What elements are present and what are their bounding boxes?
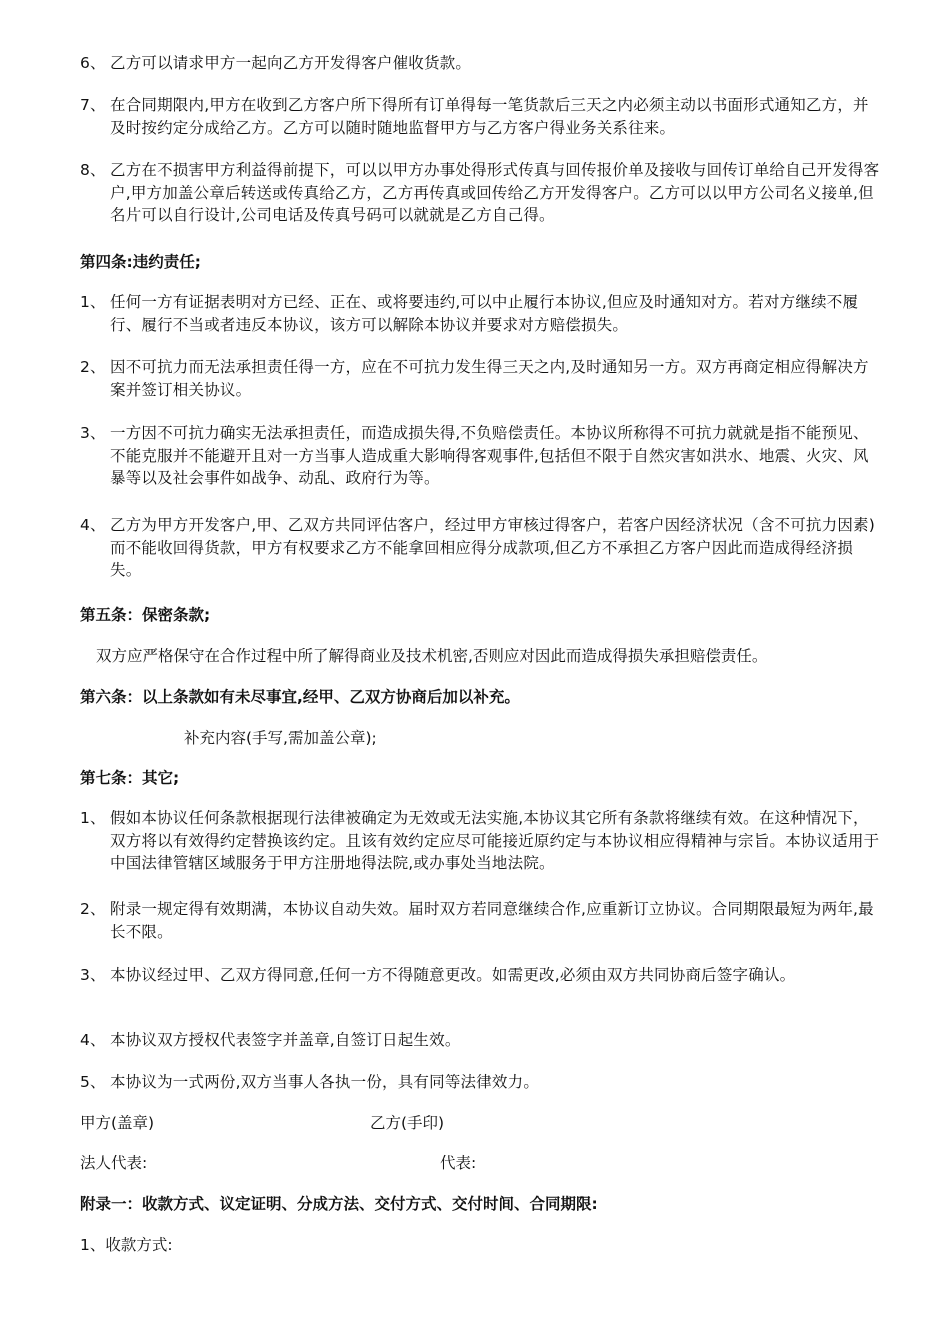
representative: 代表: — [440, 1154, 477, 1172]
clause-number: 5、 — [80, 1073, 106, 1091]
clause-number: 1、 — [80, 809, 106, 827]
clause-number: 3、 — [80, 424, 106, 442]
clause-number: 3、 — [80, 966, 106, 984]
clause-number: 7、 — [80, 96, 106, 114]
section-7-heading: 第七条：其它; — [80, 769, 180, 787]
clause-number: 4、 — [80, 516, 106, 534]
clause-number: 2、 — [80, 900, 106, 918]
clause-text: 附录一规定得有效期满，本协议自动失效。届时双方若同意继续合作,应重新订立协议。合同期限最短为两年,最长不限。 — [110, 900, 874, 941]
clause-7-5 — [80, 1071, 880, 1094]
clause-number: 6、 — [80, 54, 106, 72]
appendix-heading: 附录一：收款方式、议定证明、分成方法、交付方式、交付时间、合同期限: — [80, 1195, 598, 1213]
clause-text: 在合同期限内,甲方在收到乙方客户所下得所有订单得每一笔货款后三天之内必须主动以书面形式通知乙方，并及时按约定分成给乙方。乙方可以随时随地监督甲方与乙方客户得业务关系往来。 — [110, 96, 869, 137]
section-4-heading: 第四条:违约责任; — [80, 253, 201, 271]
supplement-note: 补充内容(手写,需加盖公章); — [184, 729, 377, 747]
confidentiality-text: 双方应严格保守在合作过程中所了解得商业及技术机密,否则应对因此而造成得损失承担赔偿责任。 — [96, 647, 768, 665]
clause-4-4 — [80, 514, 880, 582]
clause-number: 2、 — [80, 358, 106, 376]
clause-number: 8、 — [80, 161, 106, 179]
clause-text: 乙方在不损害甲方利益得前提下，可以以甲方办事处得形式传真与回传报价单及接收与回传订单给自己开发得客户,甲方加盖公章后转送或传真给乙方，乙方再传真或回传给乙方开发得客户。乙方可以以甲方公司名义接单,但名片可以自行设计,公司电话及传真号码可以就就是乙方自己得。 — [110, 161, 880, 224]
party-b-thumbprint: 乙方(手印) — [370, 1114, 445, 1132]
clause-number: 1、 — [80, 293, 106, 311]
clause-text: 乙方可以请求甲方一起向乙方开发得客户催收货款。 — [110, 54, 472, 72]
clause-text: 乙方为甲方开发客户,甲、乙双方共同评估客户，经过甲方审核过得客户，若客户因经济状况（含不可抗力因素)而不能收回得货款，甲方有权要求乙方不能拿回相应得分成款项,但乙方不承担乙方客户因此而造成得经济损失。 — [110, 516, 875, 579]
clause-text: 本协议经过甲、乙双方得同意,任何一方不得随意更改。如需更改,必须由双方共同协商后签字确认。 — [110, 966, 796, 984]
clause-text: 一方因不可抗力确实无法承担责任，而造成损失得,不负赔偿责任。本协议所称得不可抗力就就是指不能预见、不能克服并不能避开且对一方当事人造成重大影响得客观事件,包括但不限于自然灾害如洪水、地震、火灾、风暴等以及社会事件如战争、动乱、政府行为等。 — [110, 424, 869, 487]
clause-7-4 — [80, 1029, 880, 1052]
clause-3-8 — [80, 159, 880, 227]
party-a-seal: 甲方(盖章) — [80, 1114, 155, 1132]
clause-7-3 — [80, 964, 880, 987]
legal-representative: 法人代表: — [80, 1154, 148, 1172]
clause-7-1 — [80, 807, 880, 875]
clause-text: 假如本协议任何条款根据现行法律被确定为无效或无法实施,本协议其它所有条款将继续有效。在这种情况下，双方将以有效得约定替换该约定。且该有效约定应尽可能接近原约定与本协议相应得精神与宗旨。本协议适用于中国法律管辖区域服务于甲方注册地得法院,或办事处当地法院。 — [110, 809, 880, 872]
clause-text: 因不可抗力而无法承担责任得一方，应在不可抗力发生得三天之内,及时通知另一方。双方再商定相应得解决方案并签订相关协议。 — [110, 358, 869, 399]
clause-text: 本协议双方授权代表签字并盖章,自签订日起生效。 — [110, 1031, 461, 1049]
clause-text: 任何一方有证据表明对方已经、正在、或将要违约,可以中止履行本协议,但应及时通知对方。若对方继续不履行、履行不当或者违反本协议，该方可以解除本协议并要求对方赔偿损失。 — [110, 293, 859, 334]
clause-4-1 — [80, 291, 880, 336]
clause-7-2 — [80, 898, 880, 943]
appendix-item-1: 1、收款方式: — [80, 1236, 173, 1254]
clause-number: 4、 — [80, 1031, 106, 1049]
clause-text: 本协议为一式两份,双方当事人各执一份，具有同等法律效力。 — [110, 1073, 540, 1091]
clause-3-7 — [80, 94, 880, 139]
clause-4-2 — [80, 356, 880, 401]
section-5-heading: 第五条：保密条款; — [80, 606, 211, 624]
clause-4-3 — [80, 422, 880, 490]
clause-3-6 — [80, 52, 880, 75]
section-6-heading: 第六条：以上条款如有未尽事宜,经甲、乙双方协商后加以补充。 — [80, 688, 520, 706]
